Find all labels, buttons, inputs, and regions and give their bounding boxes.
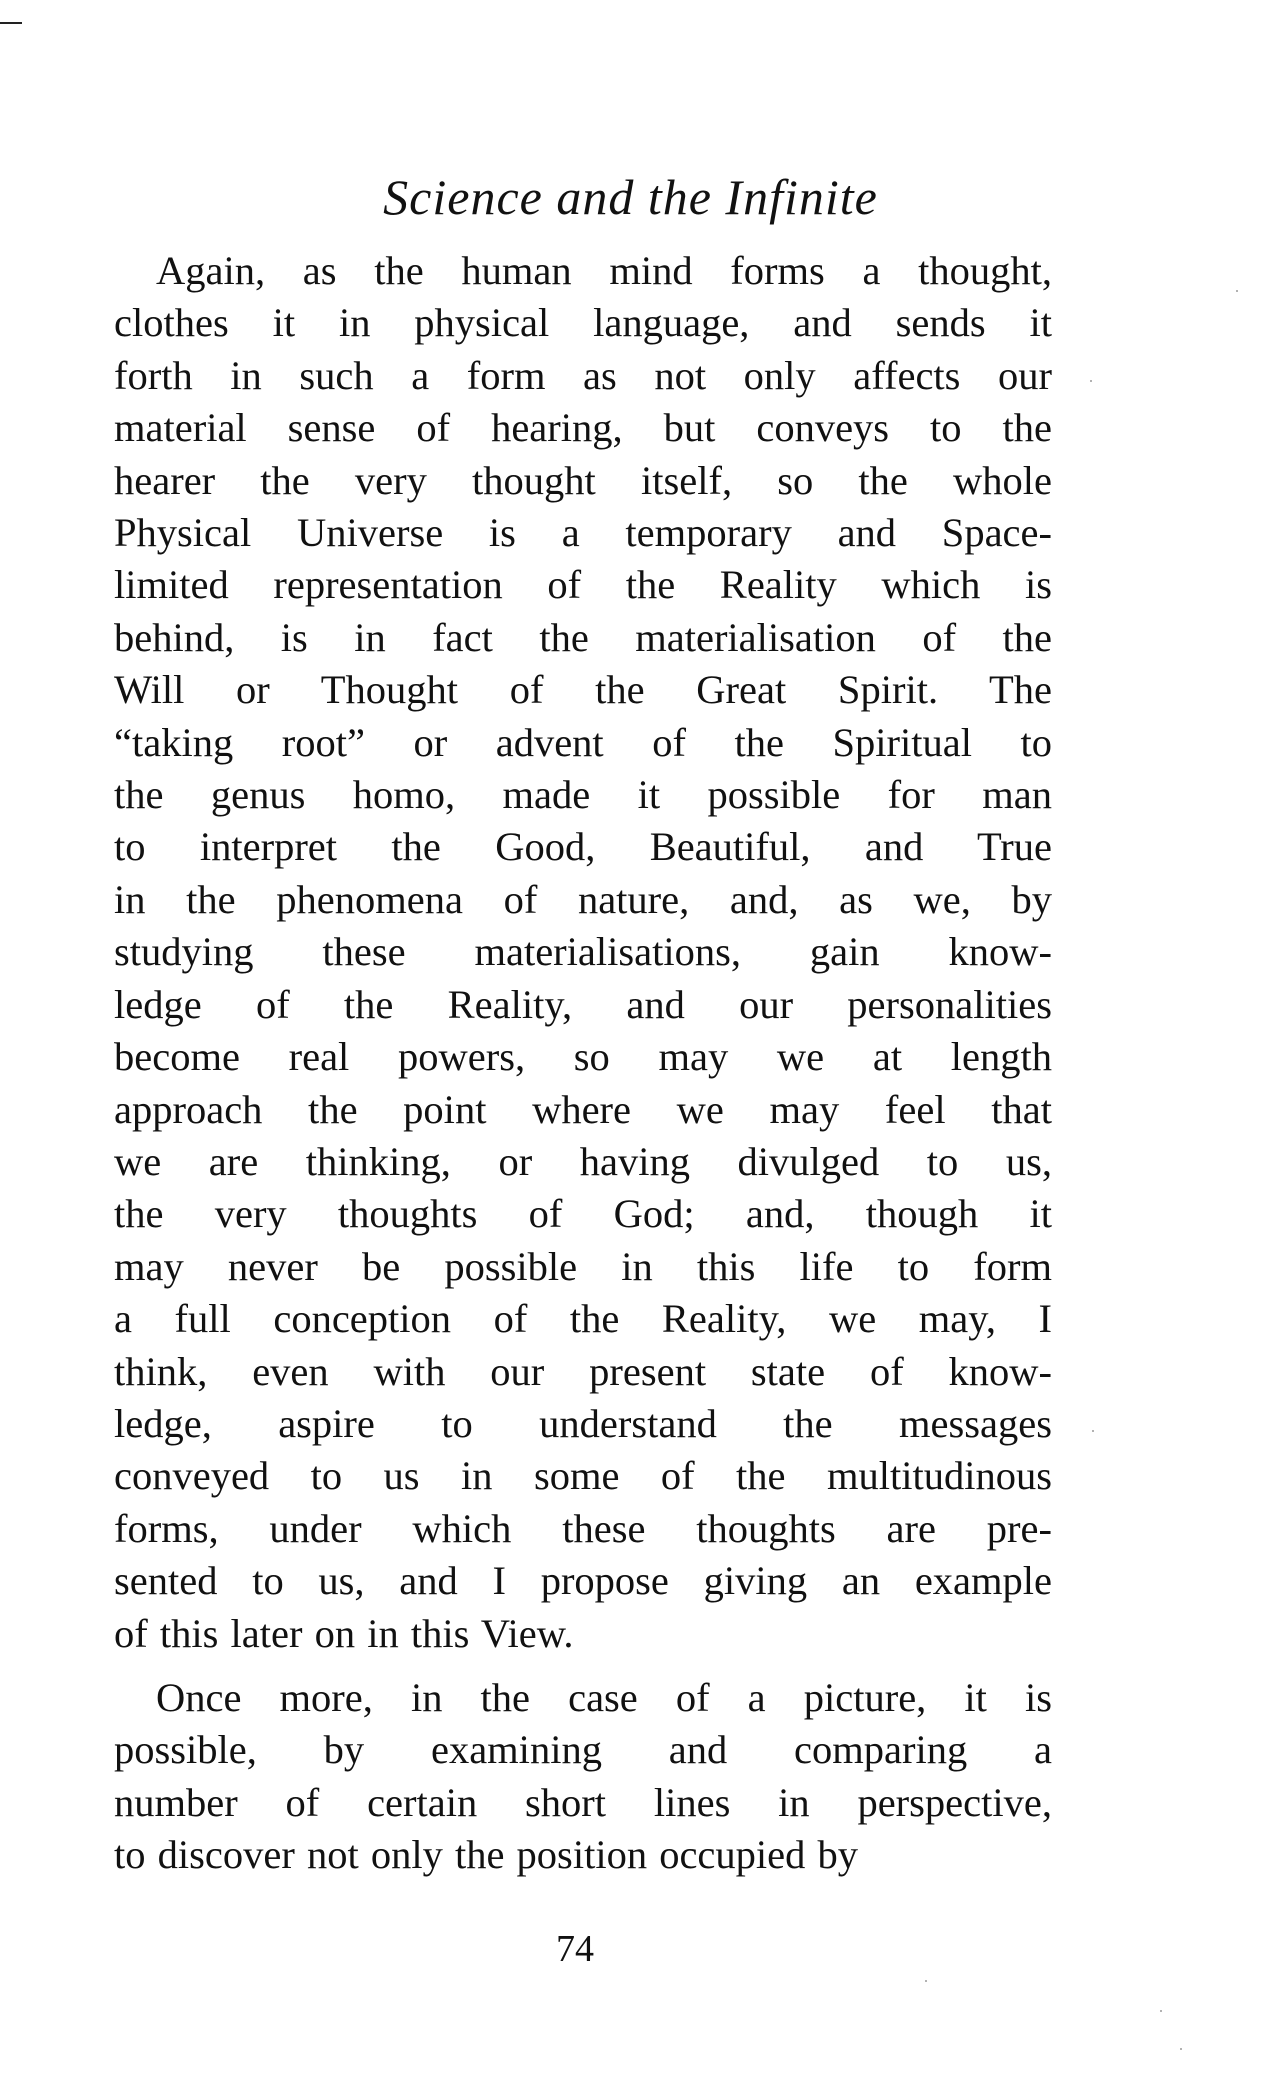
- text-line: studying these materialisations, gain know-: [114, 929, 1052, 975]
- page-number: 74: [556, 1928, 594, 1970]
- text-line: clothes it in physical language, and sends it: [114, 300, 1052, 346]
- text-line: think, even with our present state of know-: [114, 1348, 1052, 1394]
- text-line: possible, by examining and comparing a: [114, 1727, 1052, 1773]
- scan-speck: [1236, 290, 1238, 292]
- scan-speck: [1180, 2048, 1182, 2050]
- text-line: conveyed to us in some of the multitudinous: [114, 1453, 1052, 1499]
- text-line: material sense of hearing, but conveys to the: [114, 405, 1052, 451]
- running-title: Science and the Infinite: [383, 169, 878, 225]
- scan-speck: [1160, 2010, 1162, 2012]
- text-line: Physical Universe is a temporary and Space-: [114, 510, 1052, 556]
- page-body: [114, 245, 1052, 1882]
- text-line: limited representation of the Reality which is: [114, 562, 1052, 608]
- text-line: may never be possible in this life to form: [114, 1243, 1052, 1289]
- text-line: the very thoughts of God; and, though it: [114, 1191, 1052, 1237]
- scan-speck: [925, 1980, 927, 1982]
- text-line: “taking root” or advent of the Spiritual to: [114, 719, 1052, 765]
- paragraph-2: [114, 1672, 1052, 1882]
- text-line: Again, as the human mind forms a thought,: [156, 248, 1052, 293]
- text-line: to discover not only the position occupied by: [114, 1832, 859, 1878]
- paragraph-1: [114, 245, 1052, 1660]
- text-line: forms, under which these thoughts are pre-: [114, 1505, 1052, 1551]
- text-line: Once more, in the case of a picture, it is: [156, 1674, 1052, 1720]
- text-line: behind, is in fact the materialisation of the: [114, 614, 1052, 660]
- text-line: ledge of the Reality, and our personalities: [114, 981, 1052, 1027]
- scan-speck: [1090, 380, 1092, 382]
- text-line: number of certain short lines in perspective,: [114, 1779, 1052, 1825]
- text-line: in the phenomena of nature, and, as we, by: [114, 876, 1052, 922]
- text-line: sented to us, and I propose giving an example: [114, 1558, 1052, 1604]
- text-line: the genus homo, made it possible for man: [114, 772, 1052, 818]
- text-line: to interpret the Good, Beautiful, and True: [114, 824, 1052, 870]
- text-line: hearer the very thought itself, so the whole: [114, 457, 1052, 503]
- text-line: forth in such a form as not only affects our: [114, 352, 1052, 398]
- text-line: become real powers, so may we at length: [114, 1034, 1052, 1080]
- text-line: ledge, aspire to understand the messages: [114, 1400, 1052, 1446]
- scan-edge-mark: [0, 22, 22, 24]
- text-line: Will or Thought of the Great Spirit. The: [114, 667, 1052, 713]
- text-line: of this later on in this View.: [114, 1610, 574, 1656]
- text-line: we are thinking, or having divulged to us,: [114, 1138, 1052, 1184]
- scan-speck: [1092, 1430, 1094, 1432]
- text-line: a full conception of the Reality, we may, I: [114, 1296, 1052, 1342]
- text-line: approach the point where we may feel that: [114, 1086, 1052, 1132]
